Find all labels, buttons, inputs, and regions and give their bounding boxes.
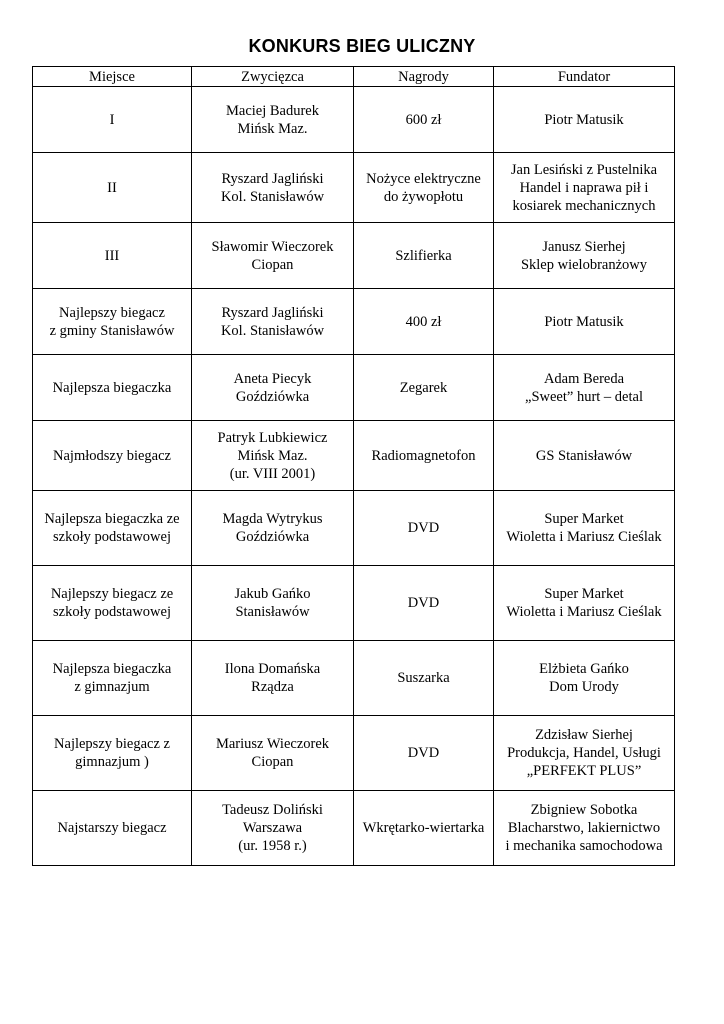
table-row xyxy=(33,421,675,491)
header-place: Miejsce xyxy=(33,67,192,87)
results-body xyxy=(33,87,675,866)
sponsor-line: Elżbieta Gańko xyxy=(539,661,629,677)
place-line: Najlepszy biegacz xyxy=(59,304,165,321)
winner-line: (ur. 1958 r.) xyxy=(238,838,307,854)
place-line: szkoły podstawowej xyxy=(53,604,171,620)
winner-line: Jakub Gańko xyxy=(234,586,311,602)
cell-prize xyxy=(354,566,494,641)
sponsor-line: „PERFEKT PLUS” xyxy=(526,763,642,779)
place-line: Najlepszy biegacz z xyxy=(54,736,170,752)
sponsor-line: Super Market xyxy=(544,511,624,527)
winner-line: Mariusz Wieczorek xyxy=(215,736,330,752)
cell-place xyxy=(33,491,192,566)
cell-prize xyxy=(354,421,494,491)
table-row xyxy=(33,153,675,223)
header-winner: Zwycięzca xyxy=(192,67,354,87)
place-line: I xyxy=(109,111,115,128)
cell-place xyxy=(33,716,192,791)
winner-line: Ryszard Jagliński xyxy=(221,304,324,321)
table-row xyxy=(33,223,675,289)
table-row xyxy=(33,289,675,355)
winner-line: (ur. VIII 2001) xyxy=(229,465,316,482)
prize-line: Zegarek xyxy=(399,379,448,396)
prize-line: DVD xyxy=(407,745,440,761)
winner-line: Tadeusz Doliński xyxy=(222,802,323,818)
sponsor-line: Janusz Sierhej xyxy=(542,238,626,255)
header-row xyxy=(33,67,675,87)
cell-winner xyxy=(192,355,354,421)
prize-line: 600 zł xyxy=(405,111,442,128)
sponsor-line: Produkcja, Handel, Usługi xyxy=(507,745,661,761)
winner-line: Goździówka xyxy=(235,529,310,545)
cell-place xyxy=(33,791,192,866)
winner-line: Patryk Lubkiewicz xyxy=(217,429,328,446)
cell-place xyxy=(33,355,192,421)
cell-prize xyxy=(354,153,494,223)
sponsor-line: „Sweet” hurt – detal xyxy=(525,388,643,405)
prize-line: DVD xyxy=(407,595,440,611)
cell-sponsor xyxy=(494,421,675,491)
table-row xyxy=(33,355,675,421)
cell-place xyxy=(33,566,192,641)
cell-prize xyxy=(354,289,494,355)
prize-line: DVD xyxy=(407,520,440,536)
cell-winner xyxy=(192,566,354,641)
winner-line: Mińsk Maz. xyxy=(237,447,308,464)
sponsor-line: Piotr Matusik xyxy=(544,111,624,128)
cell-prize xyxy=(354,791,494,866)
table-row xyxy=(33,87,675,153)
place-line: Najmłodszy biegacz xyxy=(53,447,171,464)
sponsor-line: Wioletta i Mariusz Cieślak xyxy=(506,529,662,545)
prize-line: Szlifierka xyxy=(395,247,452,264)
prize-line: Radiomagnetofon xyxy=(371,447,476,464)
sponsor-line: Wioletta i Mariusz Cieślak xyxy=(506,604,662,620)
winner-line: Kol. Stanisławów xyxy=(220,322,325,339)
cell-prize xyxy=(354,716,494,791)
sponsor-line: Handel i naprawa pił i xyxy=(519,179,649,196)
place-line: Najlepsza biegaczka xyxy=(52,379,172,396)
winner-line: Magda Wytrykus xyxy=(222,511,323,527)
table-row xyxy=(33,716,675,791)
winner-line: Maciej Badurek xyxy=(225,102,319,119)
winner-line: Sławomir Wieczorek xyxy=(211,238,334,255)
place-line: z gimnazjum xyxy=(74,679,150,695)
sponsor-line: Zdzisław Sierhej xyxy=(535,727,633,743)
winner-line: Ryszard Jagliński xyxy=(221,170,324,187)
cell-winner xyxy=(192,421,354,491)
cell-winner xyxy=(192,791,354,866)
sponsor-line: Zbigniew Sobotka xyxy=(530,802,638,818)
cell-sponsor xyxy=(494,87,675,153)
cell-place xyxy=(33,153,192,223)
winner-line: Ilona Domańska xyxy=(224,661,321,677)
place-line: z gminy Stanisławów xyxy=(49,322,175,339)
place-line: II xyxy=(107,179,117,196)
sponsor-line: i mechanika samochodowa xyxy=(505,838,663,854)
winner-line: Stanisławów xyxy=(235,604,310,620)
cell-place xyxy=(33,223,192,289)
cell-sponsor xyxy=(494,566,675,641)
cell-place xyxy=(33,421,192,491)
cell-place xyxy=(33,289,192,355)
winner-line: Goździówka xyxy=(235,388,310,405)
cell-prize xyxy=(354,641,494,716)
cell-place xyxy=(33,641,192,716)
cell-sponsor xyxy=(494,355,675,421)
cell-winner xyxy=(192,87,354,153)
cell-prize xyxy=(354,87,494,153)
sponsor-line: Super Market xyxy=(544,586,624,602)
cell-winner xyxy=(192,491,354,566)
place-line: szkoły podstawowej xyxy=(53,529,171,545)
place-line: III xyxy=(104,247,120,264)
cell-sponsor xyxy=(494,223,675,289)
sponsor-line: GS Stanisławów xyxy=(535,447,633,464)
page-title: KONKURS BIEG ULICZNY xyxy=(248,36,476,56)
cell-sponsor xyxy=(494,716,675,791)
sponsor-line: Blacharstwo, lakiernictwo xyxy=(507,820,661,836)
table-row xyxy=(33,491,675,566)
place-line: Najlepszy biegacz ze xyxy=(50,586,174,602)
cell-sponsor xyxy=(494,153,675,223)
winner-line: Warszawa xyxy=(242,820,303,836)
prize-line: Nożyce elektryczne xyxy=(366,170,481,187)
header-prize: Nagrody xyxy=(354,67,494,87)
winner-line: Kol. Stanisławów xyxy=(220,188,325,205)
place-line: Najstarszy biegacz xyxy=(57,820,167,836)
table-row xyxy=(33,641,675,716)
prize-line: 400 zł xyxy=(405,313,442,330)
cell-winner xyxy=(192,641,354,716)
prize-line: do żywopłotu xyxy=(383,188,464,205)
cell-prize xyxy=(354,491,494,566)
winner-line: Aneta Piecyk xyxy=(233,370,312,387)
sponsor-line: Dom Urody xyxy=(549,679,619,695)
sponsor-line: Piotr Matusik xyxy=(544,313,624,330)
header-sponsor: Fundator xyxy=(494,67,675,87)
prize-line: Wkrętarko-wiertarka xyxy=(362,820,485,836)
sponsor-line: Adam Bereda xyxy=(543,370,625,387)
results-table xyxy=(32,66,675,866)
cell-winner xyxy=(192,289,354,355)
winner-line: Rządza xyxy=(251,679,294,695)
sponsor-line: Jan Lesiński z Pustelnika xyxy=(510,161,658,178)
table-row xyxy=(33,791,675,866)
sponsor-line: kosiarek mechanicznych xyxy=(512,197,656,214)
cell-winner xyxy=(192,716,354,791)
cell-prize xyxy=(354,355,494,421)
winner-line: Ciopan xyxy=(251,754,294,770)
prize-line: Suszarka xyxy=(397,670,450,686)
place-line: Najlepsza biegaczka xyxy=(52,661,172,677)
cell-sponsor xyxy=(494,641,675,716)
place-line: Najlepsza biegaczka ze xyxy=(44,511,180,527)
sponsor-line: Sklep wielobranżowy xyxy=(520,256,648,273)
winner-line: Ciopan xyxy=(251,256,294,273)
cell-sponsor xyxy=(494,289,675,355)
cell-prize xyxy=(354,223,494,289)
cell-winner xyxy=(192,223,354,289)
cell-place xyxy=(33,87,192,153)
table-row xyxy=(33,566,675,641)
place-line: gimnazjum ) xyxy=(75,754,149,770)
cell-winner xyxy=(192,153,354,223)
cell-sponsor xyxy=(494,791,675,866)
winner-line: Mińsk Maz. xyxy=(237,120,308,137)
cell-sponsor xyxy=(494,491,675,566)
